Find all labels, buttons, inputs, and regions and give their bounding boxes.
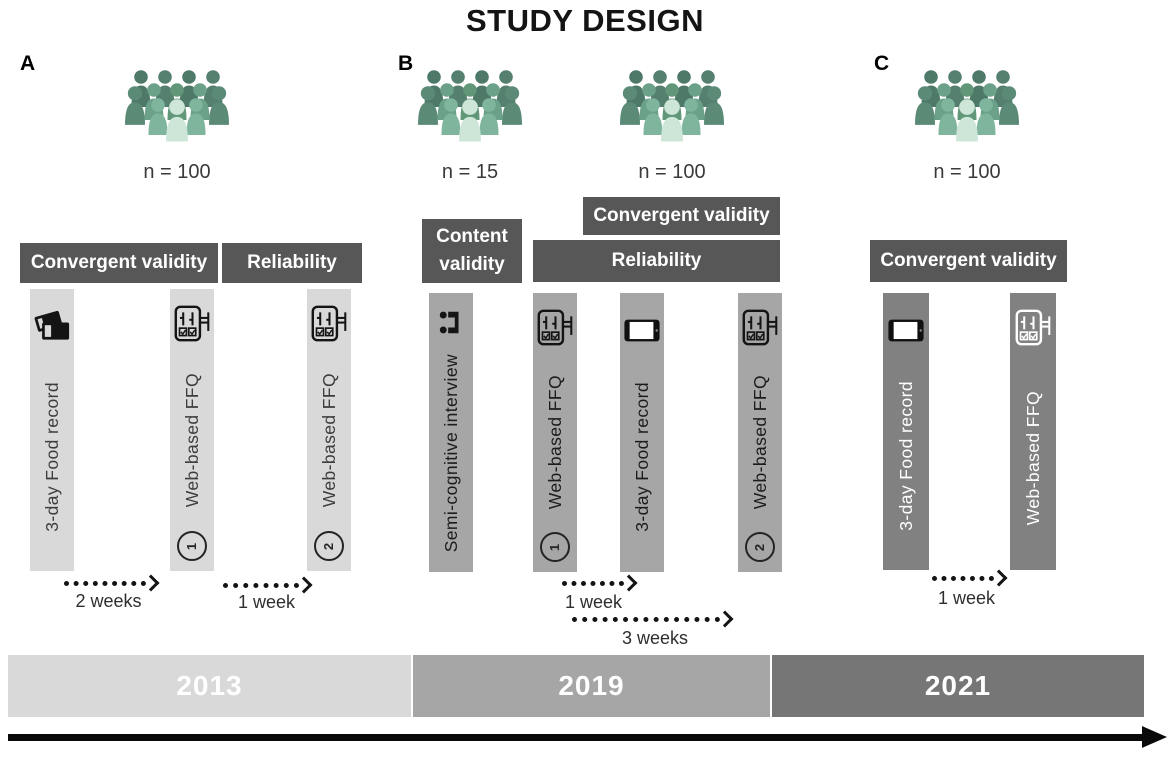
- ffq-questionnaire-icon: [738, 307, 782, 348]
- year-label: 2013: [176, 670, 243, 701]
- bar-semi-cognitive-interview: [429, 293, 473, 572]
- sample-size-b-interview: n = 15: [441, 161, 499, 183]
- interval-label: 1 week: [937, 588, 996, 608]
- ffq-questionnaire-icon: [533, 307, 577, 348]
- ffq-questionnaire-icon: [170, 303, 214, 344]
- interview-persons-icon: [429, 306, 473, 339]
- sample-size-c: n = 100: [933, 161, 1001, 183]
- year-label: 2021: [924, 670, 992, 701]
- dotted-arrow-icon: [932, 576, 994, 581]
- tablet-food-record-icon: [620, 318, 664, 343]
- bar-3day-food-record: [883, 293, 929, 570]
- measurement-number-badge: 1: [177, 531, 207, 561]
- bar-web-ffq: [1010, 293, 1056, 570]
- sample-size-b-main: n = 100: [638, 161, 706, 183]
- measurement-number-badge: 1: [540, 532, 570, 562]
- measurement-number-badge: 2: [745, 532, 775, 562]
- dotted-arrow-icon: [572, 617, 720, 622]
- people-crowd-icon: [125, 66, 229, 146]
- ffq-questionnaire-icon: [1010, 307, 1056, 348]
- dotted-arrow-icon: [223, 583, 299, 588]
- bar-label: 3-day Food record: [631, 381, 652, 532]
- interval-label: 1 week: [564, 592, 623, 612]
- timeline-segment-2019: [413, 655, 770, 717]
- ffq-questionnaire-icon: [307, 303, 351, 344]
- measurement-number-badge: 2: [314, 531, 344, 561]
- food-record-cards-icon: [30, 309, 74, 345]
- year-label: 2019: [558, 670, 625, 701]
- interval-label: 1 week: [237, 592, 296, 612]
- header-reliability-b: Reliability: [533, 240, 780, 282]
- section-b-letter: B: [398, 52, 414, 75]
- people-crowd-icon: [915, 66, 1019, 146]
- people-crowd-icon: [620, 66, 724, 146]
- arrowhead-icon: [143, 575, 160, 592]
- interval-label: 2 weeks: [75, 591, 142, 611]
- bar-label: 3-day Food record: [41, 382, 62, 532]
- interval-label: 3 weeks: [621, 628, 689, 648]
- header-convergent-validity-a: Convergent validity: [20, 243, 218, 283]
- time-axis-arrow-icon: [8, 734, 1144, 741]
- dotted-arrow-icon: [64, 581, 146, 586]
- timeline-segment-2013: [8, 655, 411, 717]
- arrowhead-icon: [717, 611, 734, 628]
- bar-web-ffq-1: [533, 293, 577, 572]
- people-crowd-icon: [418, 66, 522, 146]
- dotted-arrow-icon: [562, 581, 624, 586]
- bar-label: Semi-cognitive interview: [440, 354, 461, 553]
- header-convergent-validity-c: Convergent validity: [870, 240, 1067, 282]
- bar-label: Web-based FFQ: [1022, 391, 1043, 526]
- bar-3day-food-record: [620, 293, 664, 572]
- section-a-letter: A: [20, 52, 36, 75]
- arrowhead-icon: [621, 575, 638, 592]
- header-reliability-a: Reliability: [222, 243, 362, 283]
- bar-label: 3-day Food record: [895, 380, 916, 531]
- sample-size-a: n = 100: [143, 161, 211, 183]
- arrowhead-icon: [991, 570, 1008, 587]
- bar-web-ffq-1: [170, 289, 214, 571]
- bar-3day-food-record: [30, 289, 74, 571]
- timeline-segment-2021: [772, 655, 1144, 717]
- page-title: STUDY DESIGN: [466, 3, 704, 38]
- header-content-validity-b: Content validity: [422, 219, 522, 283]
- header-convergent-validity-b: Convergent validity: [583, 197, 780, 235]
- bar-label: Web-based FFQ: [749, 375, 770, 510]
- tablet-food-record-icon: [883, 318, 929, 343]
- bar-web-ffq-2: [738, 293, 782, 572]
- time-axis-arrowhead-icon: [1142, 726, 1167, 748]
- arrowhead-icon: [296, 577, 313, 594]
- section-c-letter: C: [874, 52, 890, 75]
- bar-label: Web-based FFQ: [181, 372, 202, 508]
- bar-label: Web-based FFQ: [318, 372, 339, 508]
- bar-web-ffq-2: [307, 289, 351, 571]
- bar-label: Web-based FFQ: [544, 375, 565, 510]
